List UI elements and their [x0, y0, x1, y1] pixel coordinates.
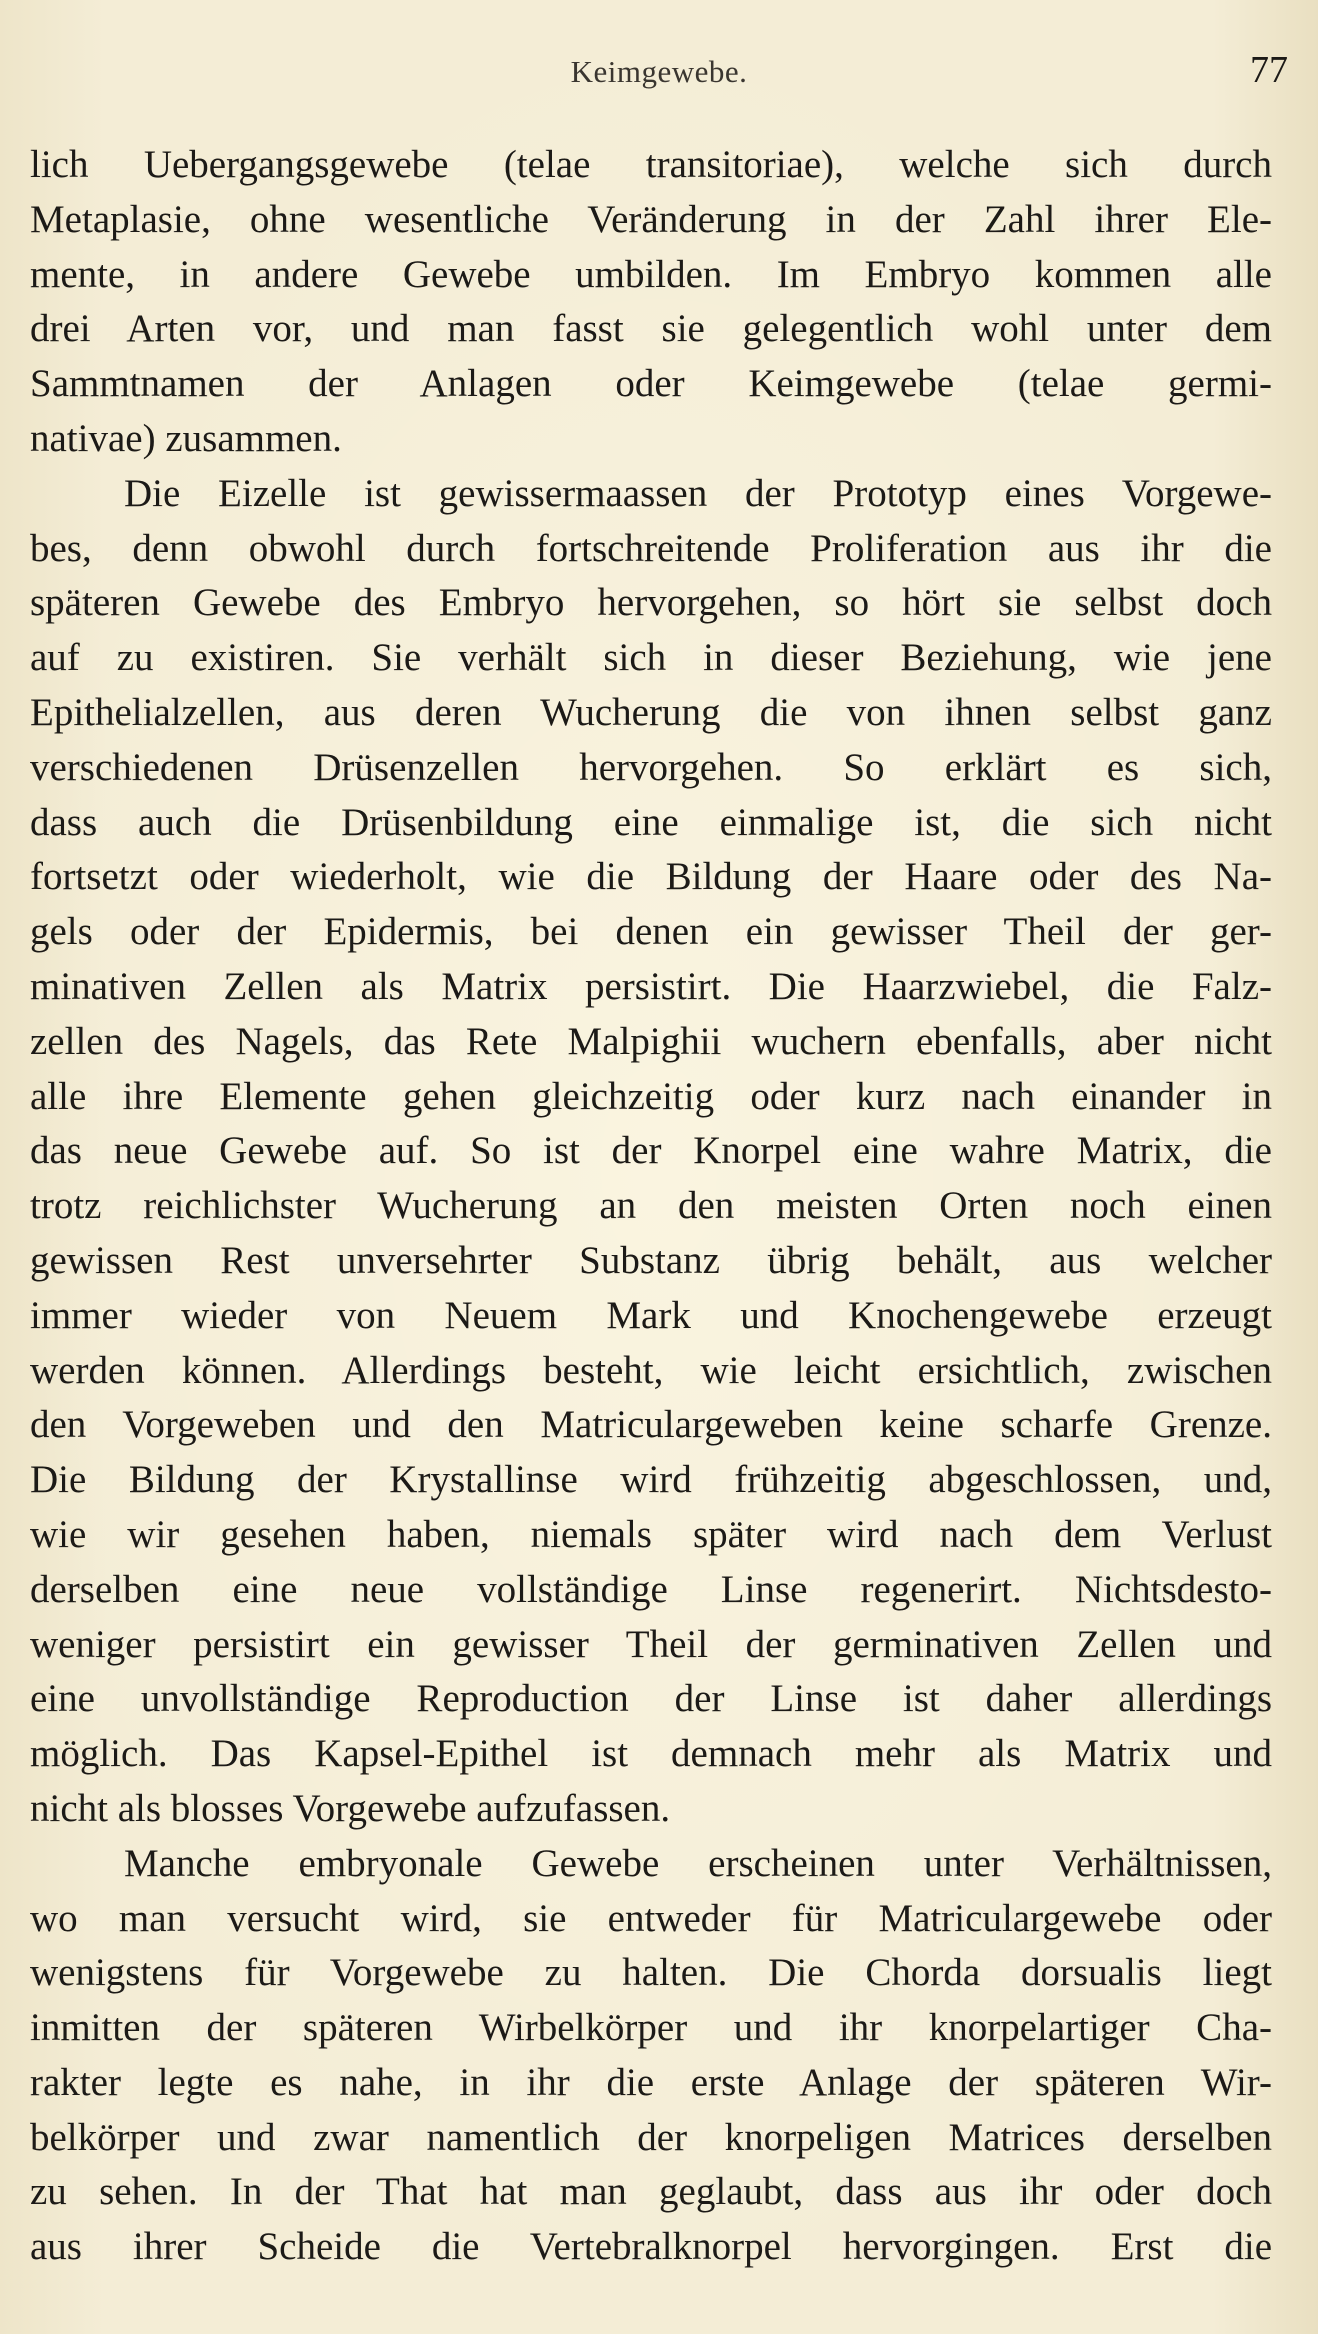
text-line: zu sehen. In der That hat man geglaubt, dass aus ihr oder doch — [30, 2170, 1272, 2214]
paragraph-2 — [30, 467, 1272, 1837]
text-line: auf zu existiren. Sie verhält sich in dieser Beziehung, wie jene — [30, 636, 1272, 680]
text-line: rakter legte es nahe, in ihr die erste Anlage der späteren Wir- — [30, 2060, 1272, 2104]
text-line: immer wieder von Neuem Mark und Knochengewebe erzeugt — [30, 1293, 1272, 1337]
text-line: weniger persistirt ein gewisser Theil der germinativen Zellen und — [30, 1622, 1272, 1666]
text-line: eine unvollständige Reproduction der Linse ist daher allerdings — [30, 1677, 1272, 1721]
text-line: belkörper und zwar namentlich der knorpeligen Matrices derselben — [30, 2115, 1272, 2159]
text-line: dass auch die Drüsenbildung eine einmalige ist, die sich nicht — [30, 800, 1272, 844]
running-title: Keimgewebe. — [570, 54, 748, 89]
text-line: Die Bildung der Krystallinse wird frühzeitig abgeschlossen, und, — [30, 1458, 1272, 1502]
text-line: gewissen Rest unversehrter Substanz übrig behält, aus welcher — [30, 1238, 1272, 1282]
text-line: inmitten der späteren Wirbelkörper und ihr knorpelartiger Cha- — [30, 2006, 1272, 2050]
text-line: den Vorgeweben und den Matriculargeweben keine scharfe Grenze. — [30, 1403, 1272, 1447]
text-line: späteren Gewebe des Embryo hervorgehen, so hört sie selbst doch — [30, 581, 1272, 625]
text-line: Manche embryonale Gewebe erscheinen unter Verhältnissen, — [124, 1841, 1272, 1885]
text-line: verschiedenen Drüsenzellen hervorgehen. So erklärt es sich, — [30, 745, 1272, 789]
text-line: nicht als blosses Vorgewebe aufzufassen. — [30, 1786, 671, 1830]
text-line: Epithelialzellen, aus deren Wucherung die von ihnen selbst ganz — [30, 690, 1272, 734]
text-line: derselben eine neue vollständige Linse regenerirt. Nichtsdesto- — [30, 1567, 1272, 1611]
text-line: Metaplasie, ohne wesentliche Veränderung in der Zahl ihrer Ele- — [30, 197, 1272, 241]
text-line: gels oder der Epidermis, bei denen ein gewisser Theil der ger- — [30, 910, 1272, 954]
page-number: 77 — [1250, 49, 1288, 91]
paragraph-1 — [30, 138, 1272, 467]
text-line: wenigstens für Vorgewebe zu halten. Die Chorda dorsualis liegt — [30, 1951, 1272, 1995]
text-line: zellen des Nagels, das Rete Malpighii wuchern ebenfalls, aber nicht — [30, 1019, 1272, 1063]
text-line: minativen Zellen als Matrix persistirt. Die Haarzwiebel, die Falz- — [30, 964, 1272, 1008]
text-line: lich Uebergangsgewebe (telae transitoriae), welche sich durch — [30, 143, 1272, 186]
text-line: drei Arten vor, und man fasst sie gelegentlich wohl unter dem — [30, 307, 1272, 351]
text-line: mente, in andere Gewebe umbilden. Im Embryo kommen alle — [30, 252, 1272, 296]
paragraph-3 — [30, 1837, 1272, 2275]
text-line: nativae) zusammen. — [30, 416, 342, 460]
text-body — [30, 138, 1272, 2275]
text-line: trotz reichlichster Wucherung an den meisten Orten noch einen — [30, 1184, 1272, 1228]
text-line: Sammtnamen der Anlagen oder Keimgewebe (telae germi- — [30, 362, 1272, 406]
text-line: alle ihre Elemente gehen gleichzeitig oder kurz nach einander in — [30, 1074, 1272, 1118]
text-line: aus ihrer Scheide die Vertebralknorpel hervorgingen. Erst die — [30, 2225, 1272, 2269]
text-line: das neue Gewebe auf. So ist der Knorpel eine wahre Matrix, die — [30, 1129, 1272, 1173]
text-line: wie wir gesehen haben, niemals später wird nach dem Verlust — [30, 1512, 1272, 1556]
text-line: bes, denn obwohl durch fortschreitende Proliferation aus ihr die — [30, 526, 1272, 570]
text-line: werden können. Allerdings besteht, wie leicht ersichtlich, zwischen — [30, 1348, 1272, 1392]
text-line: möglich. Das Kapsel-Epithel ist demnach mehr als Matrix und — [30, 1732, 1272, 1776]
text-line: fortsetzt oder wiederholt, wie die Bildung der Haare oder des Na- — [30, 855, 1272, 899]
text-line: wo man versucht wird, sie entweder für Matriculargewebe oder — [30, 1896, 1272, 1940]
running-head — [30, 48, 1288, 100]
text-line: Die Eizelle ist gewissermaassen der Prototyp eines Vorgewe- — [124, 471, 1272, 515]
